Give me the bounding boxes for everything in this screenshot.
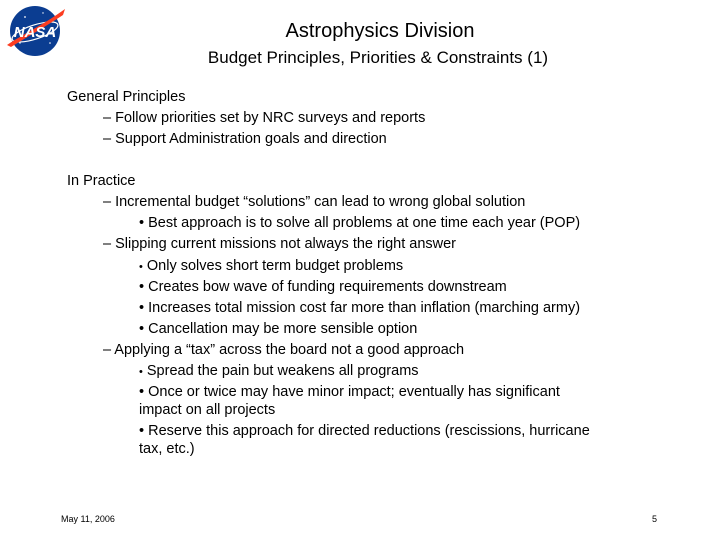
practice-bullet: [139, 257, 403, 276]
practice-bullet: • Reserve this approach for directed reductions (rescissions, hurricane: [139, 423, 590, 439]
footer-date: May 11, 2006: [61, 514, 115, 524]
in-practice-heading: In Practice: [67, 173, 136, 189]
practice-bullet: • Best approach is to solve all problems at one time each year (POP): [139, 215, 581, 231]
page-subtitle: Budget Principles, Priorities & Constraints (1): [207, 48, 549, 67]
nasa-logo-text: NASA: [13, 24, 57, 41]
practice-bullet-continuation: impact on all projects: [139, 402, 276, 418]
page-title: Astrophysics Division: [285, 20, 475, 42]
page-number: 5: [652, 514, 658, 524]
practice-bullet-text: Spread the pain but weakens all programs: [146, 363, 419, 379]
practice-bullet: • Creates bow wave of funding requirements downstream: [139, 279, 507, 295]
small-bullet-glyph: •: [139, 261, 143, 273]
practice-item: – Incremental budget “solutions” can lead to wrong global solution: [103, 194, 526, 210]
practice-item: – Applying a “tax” across the board not a good approach: [103, 342, 465, 358]
practice-bullet-text: Only solves short term budget problems: [146, 258, 404, 274]
general-item: – Support Administration goals and direction: [103, 131, 387, 147]
practice-bullet-continuation: tax, etc.): [139, 441, 195, 457]
practice-item: – Slipping current missions not always the right answer: [103, 236, 456, 252]
practice-bullet: [139, 362, 419, 381]
general-principles-heading: General Principles: [67, 89, 186, 105]
practice-bullet: • Increases total mission cost far more than inflation (marching army): [139, 300, 581, 316]
practice-bullet: • Cancellation may be more sensible option: [139, 321, 418, 337]
small-bullet-glyph: •: [139, 366, 143, 378]
practice-bullet: • Once or twice may have minor impact; eventually has significant: [139, 384, 560, 400]
general-item: – Follow priorities set by NRC surveys and reports: [103, 110, 426, 126]
